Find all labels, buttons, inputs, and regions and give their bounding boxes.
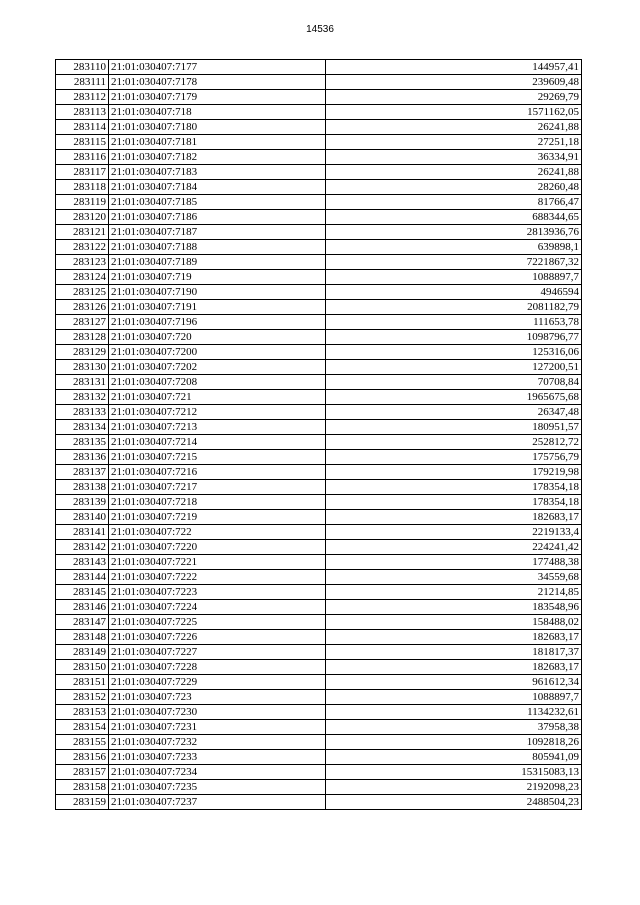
row-number-cell: 283149 [56,645,109,660]
table-row [56,165,582,180]
cadastral-number-cell: 21:01:030407:7185 [109,195,326,210]
cadastral-number-cell: 21:01:030407:720 [109,330,326,345]
table-row [56,420,582,435]
table-row [56,615,582,630]
table-row [56,390,582,405]
table-row [56,780,582,795]
value-cell: 182683,17 [326,660,582,675]
cadastral-number-cell: 21:01:030407:7221 [109,555,326,570]
value-cell: 180951,57 [326,420,582,435]
table-row [56,90,582,105]
table-row [56,585,582,600]
table-row [56,210,582,225]
table-row [56,105,582,120]
value-cell: 2488504,23 [326,795,582,810]
value-cell: 252812,72 [326,435,582,450]
table-row [56,495,582,510]
cadastral-number-cell: 21:01:030407:7219 [109,510,326,525]
row-number-cell: 283125 [56,285,109,300]
row-number-cell: 283132 [56,390,109,405]
table-row [56,60,582,75]
cadastral-number-cell: 21:01:030407:7231 [109,720,326,735]
table-row [56,150,582,165]
cadastral-number-cell: 21:01:030407:7230 [109,705,326,720]
value-cell: 181817,37 [326,645,582,660]
row-number-cell: 283117 [56,165,109,180]
table-row [56,750,582,765]
value-cell: 178354,18 [326,495,582,510]
table-row [56,720,582,735]
value-cell: 183548,96 [326,600,582,615]
value-cell: 182683,17 [326,630,582,645]
table-row [56,345,582,360]
row-number-cell: 283147 [56,615,109,630]
row-number-cell: 283154 [56,720,109,735]
cadastral-number-cell: 21:01:030407:7237 [109,795,326,810]
cadastral-number-cell: 21:01:030407:7184 [109,180,326,195]
value-cell: 26241,88 [326,120,582,135]
table-row [56,435,582,450]
value-cell: 70708,84 [326,375,582,390]
row-number-cell: 283114 [56,120,109,135]
row-number-cell: 283146 [56,600,109,615]
value-cell: 2813936,76 [326,225,582,240]
value-cell: 15315083,13 [326,765,582,780]
row-number-cell: 283135 [56,435,109,450]
table-row [56,285,582,300]
row-number-cell: 283133 [56,405,109,420]
table-row [56,255,582,270]
row-number-cell: 283159 [56,795,109,810]
value-cell: 1088897,7 [326,270,582,285]
value-cell: 175756,79 [326,450,582,465]
table-row [56,300,582,315]
table-row [56,195,582,210]
cadastral-number-cell: 21:01:030407:7227 [109,645,326,660]
table-row [56,450,582,465]
value-cell: 36334,91 [326,150,582,165]
value-cell: 224241,42 [326,540,582,555]
table-row [56,465,582,480]
value-cell: 961612,34 [326,675,582,690]
table-row [56,795,582,810]
cadastral-number-cell: 21:01:030407:7217 [109,480,326,495]
row-number-cell: 283153 [56,705,109,720]
table-row [56,645,582,660]
row-number-cell: 283127 [56,315,109,330]
row-number-cell: 283143 [56,555,109,570]
cadastral-number-cell: 21:01:030407:7208 [109,375,326,390]
page-number: 14536 [306,24,334,35]
row-number-cell: 283111 [56,75,109,90]
table-row [56,135,582,150]
table-row [56,480,582,495]
value-cell: 1571162,05 [326,105,582,120]
value-cell: 688344,65 [326,210,582,225]
table-row [56,765,582,780]
row-number-cell: 283112 [56,90,109,105]
row-number-cell: 283144 [56,570,109,585]
cadastral-number-cell: 21:01:030407:7225 [109,615,326,630]
value-cell: 28260,48 [326,180,582,195]
value-cell: 26347,48 [326,405,582,420]
value-cell: 158488,02 [326,615,582,630]
table-row [56,555,582,570]
cadastral-number-cell: 21:01:030407:7223 [109,585,326,600]
cadastral-number-cell: 21:01:030407:7200 [109,345,326,360]
row-number-cell: 283158 [56,780,109,795]
row-number-cell: 283128 [56,330,109,345]
cadastral-number-cell: 21:01:030407:7183 [109,165,326,180]
value-cell: 2192098,23 [326,780,582,795]
row-number-cell: 283130 [56,360,109,375]
row-number-cell: 283138 [56,480,109,495]
value-cell: 34559,68 [326,570,582,585]
row-number-cell: 283124 [56,270,109,285]
value-cell: 4946594 [326,285,582,300]
row-number-cell: 283136 [56,450,109,465]
cadastral-number-cell: 21:01:030407:7188 [109,240,326,255]
cadastral-number-cell: 21:01:030407:7214 [109,435,326,450]
cadastral-number-cell: 21:01:030407:7218 [109,495,326,510]
cadastral-number-cell: 21:01:030407:7222 [109,570,326,585]
row-number-cell: 283139 [56,495,109,510]
row-number-cell: 283151 [56,675,109,690]
value-cell: 1092818,26 [326,735,582,750]
row-number-cell: 283134 [56,420,109,435]
row-number-cell: 283156 [56,750,109,765]
value-cell: 37958,38 [326,720,582,735]
cadastral-number-cell: 21:01:030407:7228 [109,660,326,675]
row-number-cell: 283142 [56,540,109,555]
value-cell: 111653,78 [326,315,582,330]
cadastral-number-cell: 21:01:030407:7196 [109,315,326,330]
table-row [56,225,582,240]
cadastral-number-cell: 21:01:030407:7186 [109,210,326,225]
cadastral-number-cell: 21:01:030407:7216 [109,465,326,480]
table-row [56,240,582,255]
table-row [56,525,582,540]
table-row [56,360,582,375]
cadastral-number-cell: 21:01:030407:7224 [109,600,326,615]
cadastral-number-cell: 21:01:030407:7179 [109,90,326,105]
table-row [56,405,582,420]
row-number-cell: 283157 [56,765,109,780]
cadastral-number-cell: 21:01:030407:722 [109,525,326,540]
value-cell: 2081182,79 [326,300,582,315]
table-row [56,690,582,705]
table-row [56,735,582,750]
value-cell: 1965675,68 [326,390,582,405]
row-number-cell: 283123 [56,255,109,270]
value-cell: 125316,06 [326,345,582,360]
cadastral-value-table [55,59,582,810]
value-cell: 179219,98 [326,465,582,480]
row-number-cell: 283141 [56,525,109,540]
table-row [56,330,582,345]
table-row [56,540,582,555]
row-number-cell: 283118 [56,180,109,195]
table-row [56,570,582,585]
cadastral-number-cell: 21:01:030407:7229 [109,675,326,690]
value-cell: 639898,1 [326,240,582,255]
table-row [56,600,582,615]
value-cell: 7221867,32 [326,255,582,270]
value-cell: 239609,48 [326,75,582,90]
table-row [56,270,582,285]
table-body [56,60,582,810]
row-number-cell: 283129 [56,345,109,360]
row-number-cell: 283140 [56,510,109,525]
value-cell: 1134232,61 [326,705,582,720]
table-row [56,510,582,525]
cadastral-number-cell: 21:01:030407:7234 [109,765,326,780]
value-cell: 177488,38 [326,555,582,570]
cadastral-number-cell: 21:01:030407:7215 [109,450,326,465]
cadastral-number-cell: 21:01:030407:7187 [109,225,326,240]
row-number-cell: 283120 [56,210,109,225]
value-cell: 127200,51 [326,360,582,375]
row-number-cell: 283131 [56,375,109,390]
cadastral-number-cell: 21:01:030407:7202 [109,360,326,375]
cadastral-number-cell: 21:01:030407:7213 [109,420,326,435]
table-row [56,75,582,90]
cadastral-number-cell: 21:01:030407:7233 [109,750,326,765]
cadastral-number-cell: 21:01:030407:7177 [109,60,326,75]
row-number-cell: 283110 [56,60,109,75]
row-number-cell: 283155 [56,735,109,750]
row-number-cell: 283126 [56,300,109,315]
cadastral-number-cell: 21:01:030407:7178 [109,75,326,90]
cadastral-number-cell: 21:01:030407:7180 [109,120,326,135]
cadastral-number-cell: 21:01:030407:7212 [109,405,326,420]
value-cell: 178354,18 [326,480,582,495]
table-row [56,675,582,690]
cadastral-number-cell: 21:01:030407:721 [109,390,326,405]
value-cell: 26241,88 [326,165,582,180]
row-number-cell: 283116 [56,150,109,165]
table-row [56,315,582,330]
row-number-cell: 283148 [56,630,109,645]
cadastral-number-cell: 21:01:030407:7235 [109,780,326,795]
cadastral-number-cell: 21:01:030407:7182 [109,150,326,165]
cadastral-number-cell: 21:01:030407:7226 [109,630,326,645]
cadastral-number-cell: 21:01:030407:7232 [109,735,326,750]
cadastral-number-cell: 21:01:030407:7190 [109,285,326,300]
table-row [56,180,582,195]
value-cell: 2219133,4 [326,525,582,540]
value-cell: 21214,85 [326,585,582,600]
value-cell: 1098796,77 [326,330,582,345]
row-number-cell: 283150 [56,660,109,675]
value-cell: 1088897,7 [326,690,582,705]
cadastral-number-cell: 21:01:030407:7191 [109,300,326,315]
value-cell: 27251,18 [326,135,582,150]
row-number-cell: 283122 [56,240,109,255]
row-number-cell: 283115 [56,135,109,150]
cadastral-number-cell: 21:01:030407:718 [109,105,326,120]
cadastral-number-cell: 21:01:030407:723 [109,690,326,705]
table-row [56,375,582,390]
cadastral-number-cell: 21:01:030407:7181 [109,135,326,150]
value-cell: 144957,41 [326,60,582,75]
value-cell: 182683,17 [326,510,582,525]
cadastral-number-cell: 21:01:030407:7189 [109,255,326,270]
value-cell: 805941,09 [326,750,582,765]
row-number-cell: 283152 [56,690,109,705]
cadastral-number-cell: 21:01:030407:719 [109,270,326,285]
row-number-cell: 283145 [56,585,109,600]
row-number-cell: 283113 [56,105,109,120]
value-cell: 81766,47 [326,195,582,210]
row-number-cell: 283119 [56,195,109,210]
table-row [56,660,582,675]
table-row [56,705,582,720]
value-cell: 29269,79 [326,90,582,105]
row-number-cell: 283121 [56,225,109,240]
table-row [56,630,582,645]
row-number-cell: 283137 [56,465,109,480]
table-row [56,120,582,135]
cadastral-number-cell: 21:01:030407:7220 [109,540,326,555]
